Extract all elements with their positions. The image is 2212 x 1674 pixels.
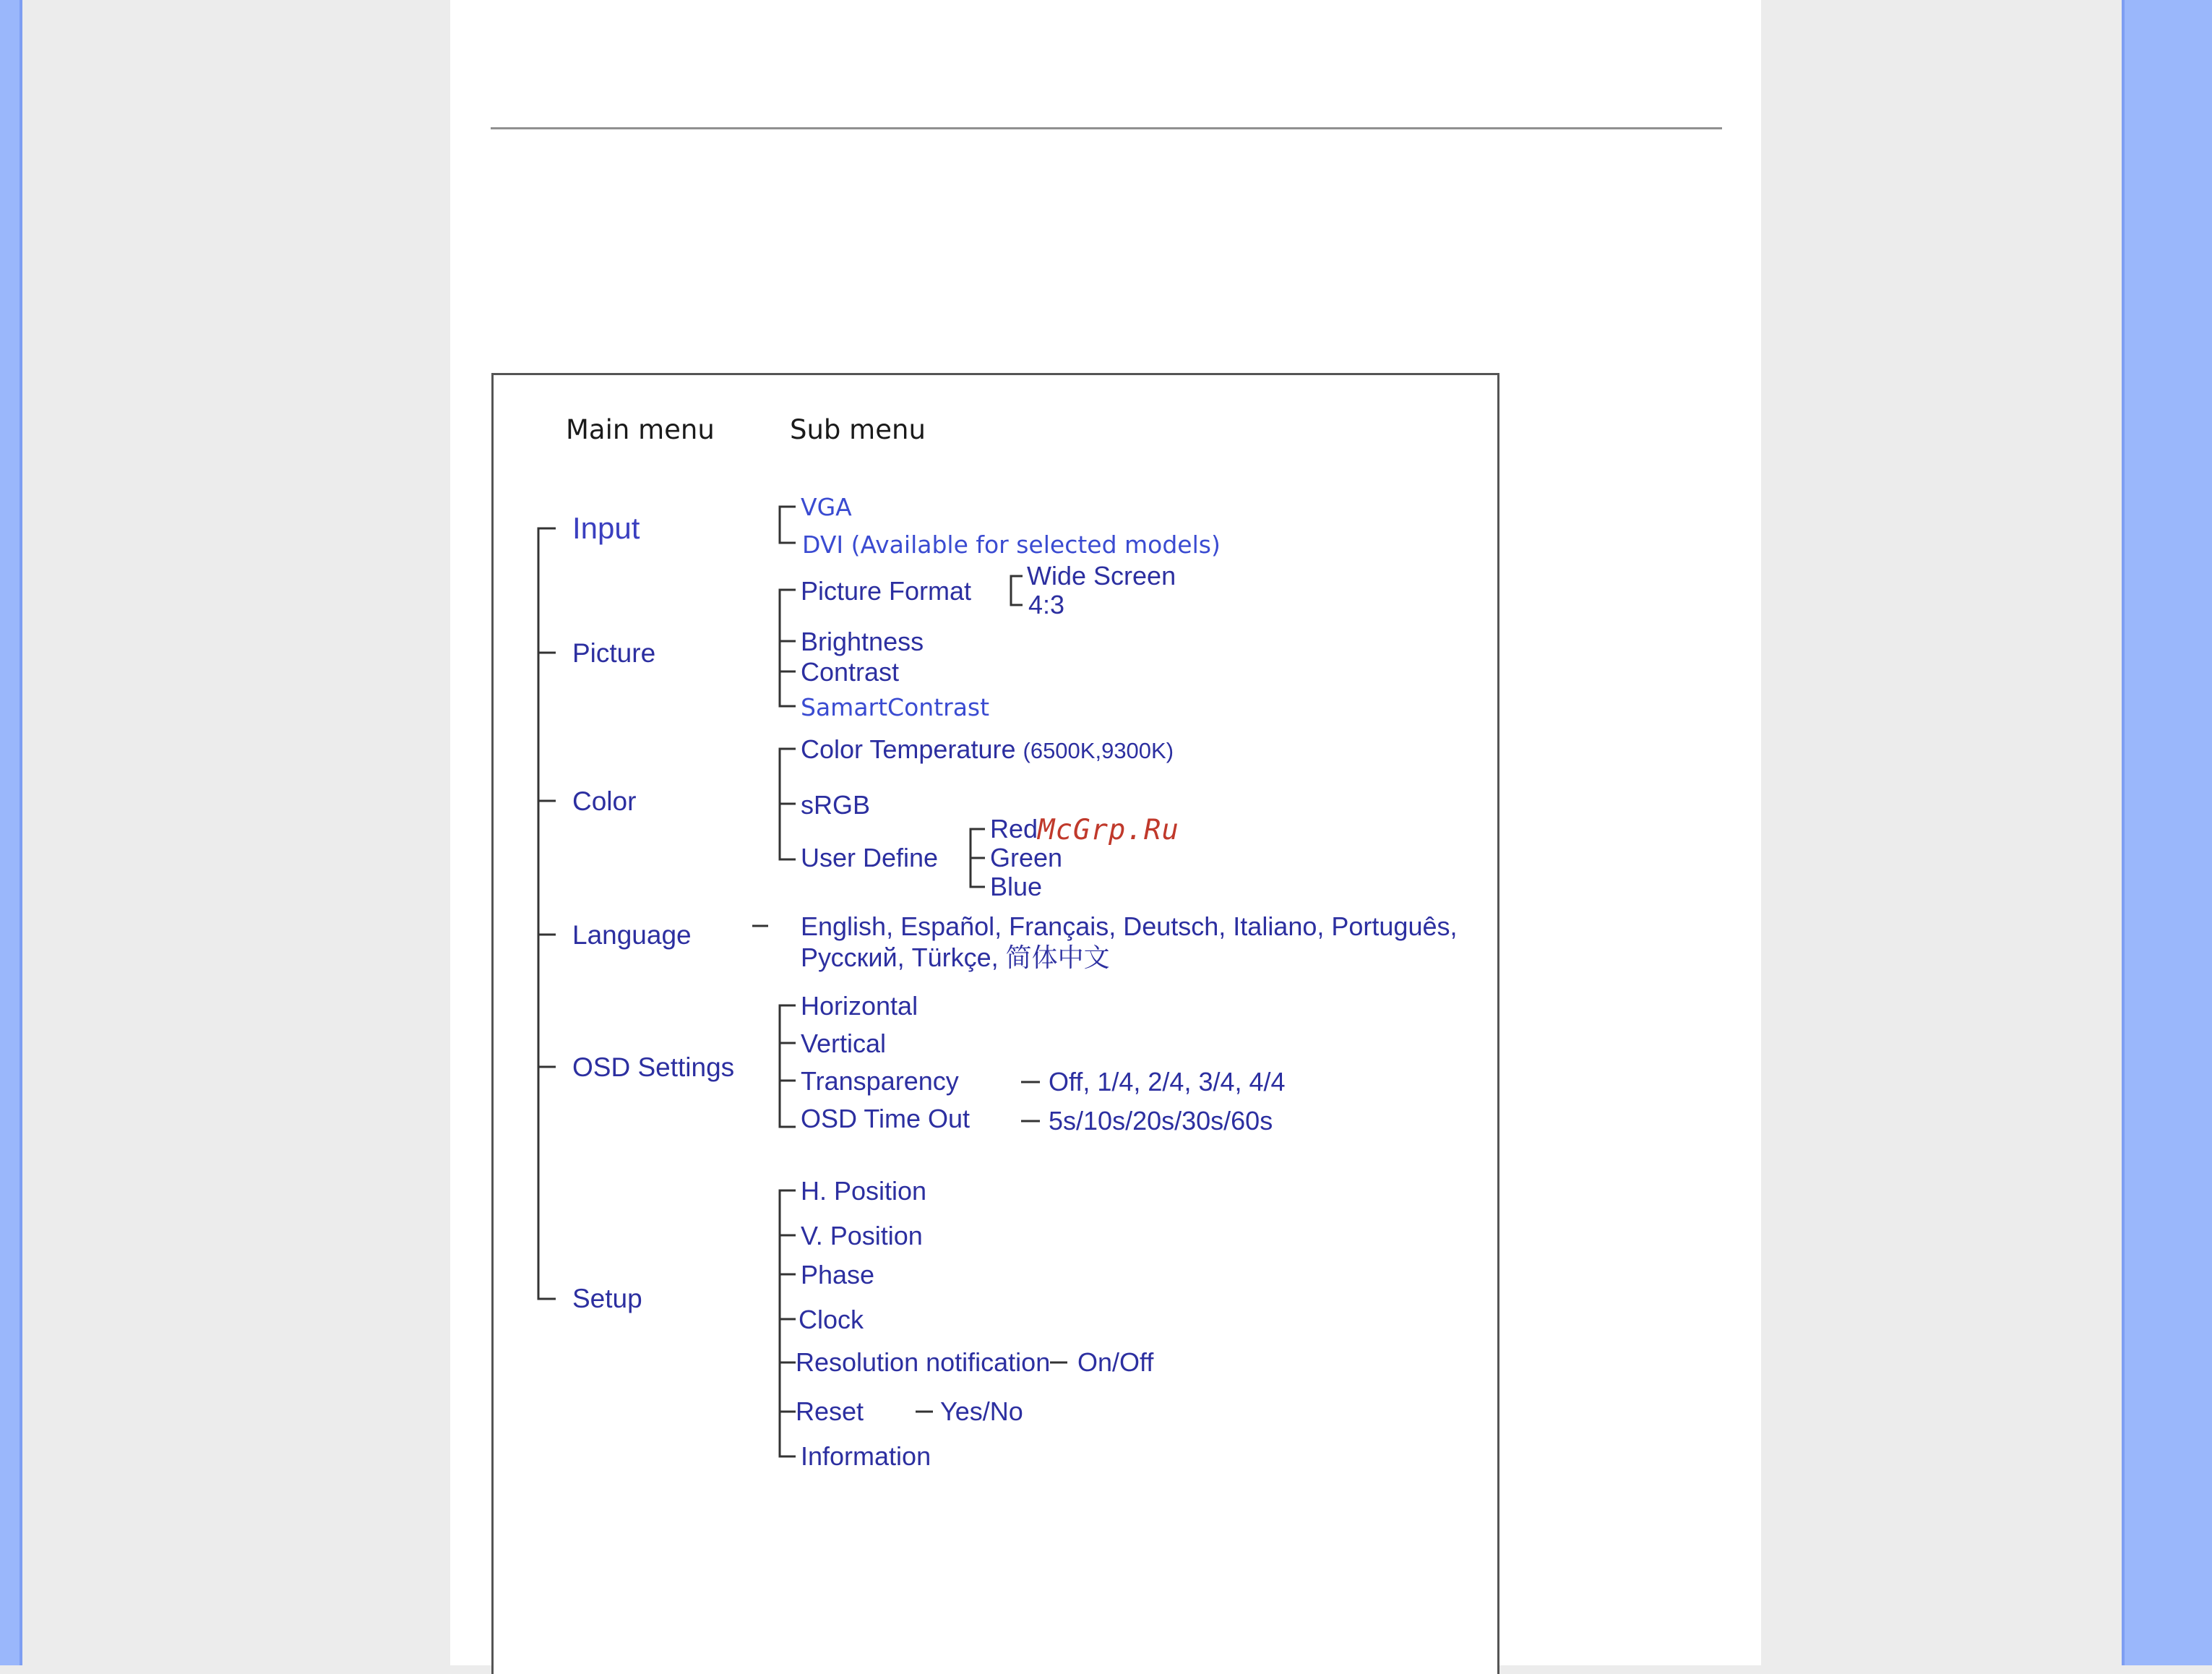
setup-sub-bracket <box>780 1190 796 1456</box>
option-4-3: 4:3 <box>1028 590 1065 619</box>
watermark-text: McGrp.Ru <box>1038 814 1179 846</box>
main-menu-header: Main menu <box>566 414 715 445</box>
time-out-values: 5s/10s/20s/30s/60s <box>1049 1106 1273 1136</box>
sub-item-v-position: V. Position <box>801 1221 923 1250</box>
main-item-osd-settings: OSD Settings <box>572 1052 735 1082</box>
right-border-band <box>2122 0 2212 1665</box>
color-temperature-label: Color Temperature <box>801 734 1016 764</box>
reset-values: Yes/No <box>940 1396 1023 1426</box>
left-border-band <box>0 0 22 1665</box>
sub-item-osd-time-out: OSD Time Out <box>801 1104 971 1133</box>
option-wide-screen: Wide Screen <box>1027 561 1176 591</box>
sub-item-transparency: Transparency <box>801 1066 959 1096</box>
sub-item-information: Information <box>801 1441 931 1471</box>
transparency-values: Off, 1/4, 2/4, 3/4, 4/4 <box>1049 1067 1286 1096</box>
sub-item-resolution-notification: Resolution notification <box>796 1347 1051 1377</box>
menu-tree <box>494 375 1502 1667</box>
sub-item-srgb: sRGB <box>801 790 871 820</box>
sub-item-h-position: H. Position <box>801 1176 927 1206</box>
sub-item-user-define: User Define <box>801 843 939 872</box>
sub-item-brightness: Brightness <box>801 627 924 656</box>
sub-item-horizontal: Horizontal <box>801 991 918 1021</box>
picture-sub-bracket <box>780 590 796 706</box>
sub-item-clock: Clock <box>799 1305 864 1334</box>
language-list-line-2: Русский, Türkçe, 简体中文 <box>801 943 1110 972</box>
sub-item-smartcontrast: SamartContrast <box>801 693 990 721</box>
sub-item-dvi: DVI (Available for selected models) <box>802 531 1221 559</box>
osd-menu-tree-diagram <box>491 373 1499 1674</box>
sub-item-color-temperature <box>801 734 1174 764</box>
sub-item-vga: VGA <box>801 493 852 521</box>
resolution-notification-values: On/Off <box>1077 1347 1154 1377</box>
language-list-line-1: English, Español, Français, Deutsch, Italiano, Português, <box>801 911 1458 941</box>
input-sub-bracket <box>780 507 796 543</box>
main-trunk-connector <box>538 528 556 1299</box>
sub-item-reset: Reset <box>796 1396 864 1426</box>
color-temperature-values: (6500K,9300K) <box>1023 738 1174 763</box>
osd-sub-bracket <box>780 1005 796 1127</box>
sub-item-vertical: Vertical <box>801 1029 887 1058</box>
sub-item-contrast: Contrast <box>801 657 900 687</box>
option-red: Red <box>990 814 1038 844</box>
main-item-language: Language <box>572 920 692 950</box>
sub-menu-header: Sub menu <box>790 414 926 445</box>
main-item-input: Input <box>572 511 640 545</box>
main-item-picture: Picture <box>572 638 656 668</box>
main-item-setup: Setup <box>572 1284 642 1313</box>
option-green: Green <box>990 843 1063 872</box>
horizontal-rule <box>491 127 1722 129</box>
sub-item-phase: Phase <box>801 1260 875 1289</box>
picture-format-bracket <box>1011 576 1023 605</box>
option-blue: Blue <box>990 872 1043 901</box>
sub-item-picture-format: Picture Format <box>801 576 972 606</box>
main-item-color: Color <box>572 786 637 816</box>
